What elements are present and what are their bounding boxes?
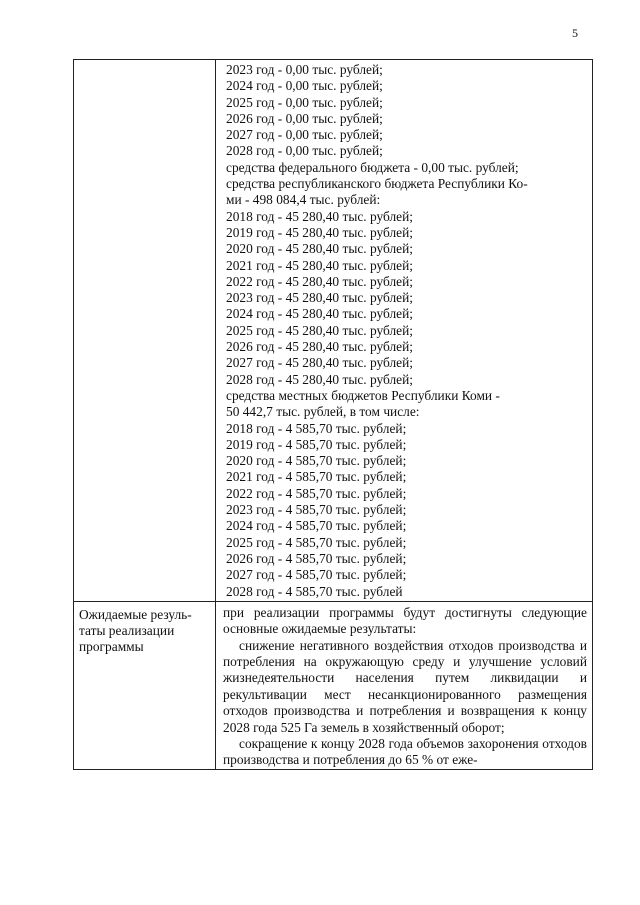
- funding-line: 2024 год - 0,00 тыс. рублей;: [226, 78, 383, 94]
- page-number: 5: [572, 26, 578, 40]
- funding-line: 2023 год - 0,00 тыс. рублей;: [226, 62, 383, 77]
- funding-line: 2018 год - 4 585,70 тыс. рублей;: [226, 420, 407, 436]
- funding-line: ми - 498 084,4 тыс. рублей:: [226, 192, 381, 208]
- funding-line: 2021 год - 4 585,70 тыс. рублей;: [226, 469, 407, 485]
- funding-line: 2027 год - 0,00 тыс. рублей;: [226, 127, 383, 143]
- funding-line: 2019 год - 4 585,70 тыс. рублей;: [226, 436, 407, 452]
- result-paragraph: снижение негативного воздействия отходов производства и потребления на окружающую среду и улучшение условий жизнедеятельности населения путем ликвидации и рекультивации мест несанкционированного размещения отходов производства и потребления и возвращения к концу 2028 года 525 Га земель в хозяйственный оборот;: [223, 637, 587, 735]
- funding-line: 50 442,7 тыс. рублей, в том числе:: [226, 404, 420, 420]
- expected-results-text: [216, 602, 592, 769]
- funding-line: 2023 год - 45 280,40 тыс. рублей;: [226, 290, 413, 306]
- funding-line: 2024 год - 45 280,40 тыс. рублей;: [226, 306, 413, 322]
- funding-line: средства местных бюджетов Республики Коми -: [226, 387, 500, 403]
- funding-line: 2025 год - 4 585,70 тыс. рублей;: [226, 534, 407, 550]
- funding-line: 2027 год - 45 280,40 тыс. рублей;: [226, 355, 413, 371]
- expected-results-label: Ожидаемые резуль-таты реализации программы: [79, 606, 192, 654]
- funding-lines: [216, 60, 592, 601]
- program-passport-table: [73, 59, 593, 770]
- expected-results-text-cell: [216, 601, 593, 769]
- funding-line: 2028 год - 45 280,40 тыс. рублей;: [226, 371, 413, 387]
- funding-row: [74, 60, 593, 602]
- funding-line: 2025 год - 0,00 тыс. рублей;: [226, 94, 383, 110]
- funding-line: 2020 год - 45 280,40 тыс. рублей;: [226, 241, 413, 257]
- funding-line: 2025 год - 45 280,40 тыс. рублей;: [226, 322, 413, 338]
- funding-line: 2024 год - 4 585,70 тыс. рублей;: [226, 518, 407, 534]
- funding-line: средства федерального бюджета - 0,00 тыс. рублей;: [226, 159, 519, 175]
- funding-line: 2020 год - 4 585,70 тыс. рублей;: [226, 453, 407, 469]
- funding-line: 2028 год - 0,00 тыс. рублей;: [226, 143, 383, 159]
- funding-label-cell: [74, 60, 216, 602]
- funding-line: 2027 год - 4 585,70 тыс. рублей;: [226, 567, 407, 583]
- funding-line: 2026 год - 0,00 тыс. рублей;: [226, 110, 383, 126]
- result-paragraph: при реализации программы будут достигнуты следующие основные ожидаемые результаты:: [223, 604, 587, 637]
- funding-line: 2028 год - 4 585,70 тыс. рублей: [226, 583, 403, 599]
- funding-line: 2026 год - 45 280,40 тыс. рублей;: [226, 339, 413, 355]
- funding-line: средства республиканского бюджета Республики Ко-: [226, 176, 528, 192]
- expected-results-label-cell: [74, 601, 216, 769]
- funding-values-cell: [216, 60, 593, 602]
- expected-results-row: [74, 601, 593, 769]
- funding-line: 2026 год - 4 585,70 тыс. рублей;: [226, 550, 407, 566]
- funding-line: 2022 год - 4 585,70 тыс. рублей;: [226, 485, 407, 501]
- funding-line: 2022 год - 45 280,40 тыс. рублей;: [226, 273, 413, 289]
- funding-line: 2018 год - 45 280,40 тыс. рублей;: [226, 208, 413, 224]
- funding-line: 2023 год - 4 585,70 тыс. рублей;: [226, 502, 407, 518]
- result-paragraph: сокращение к концу 2028 года объемов захоронения отходов производства и потребления до 65 % от еже-: [223, 736, 587, 768]
- funding-line: 2019 год - 45 280,40 тыс. рублей;: [226, 224, 413, 240]
- funding-line: 2021 год - 45 280,40 тыс. рублей;: [226, 257, 413, 273]
